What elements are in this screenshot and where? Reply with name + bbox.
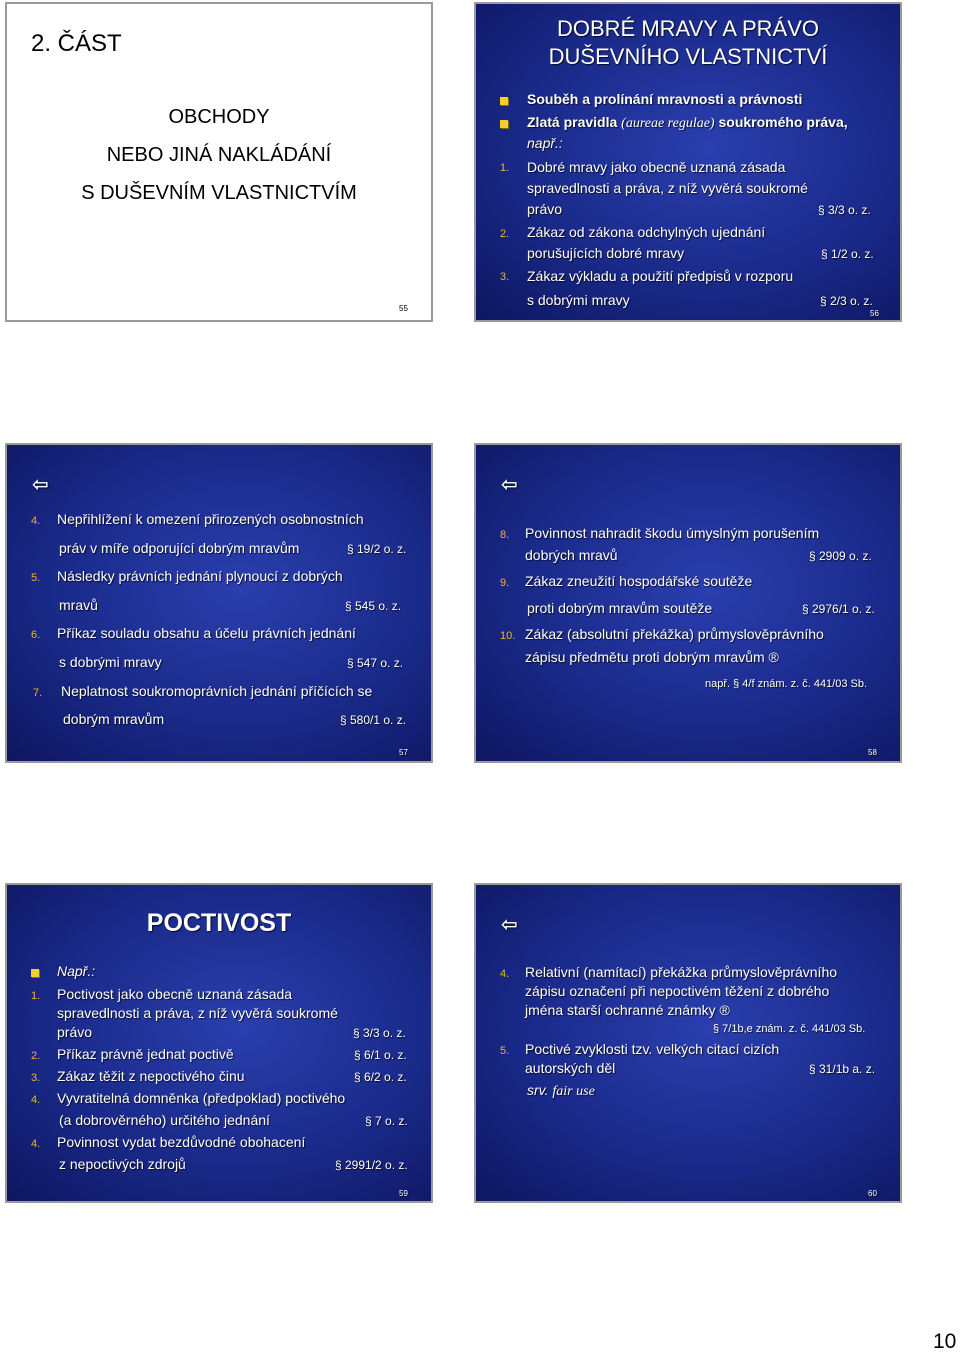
item-number: 7. [33,687,43,699]
item-5-reference: § 31/1b a. z. [809,1062,876,1076]
slide-57 [5,443,433,763]
slide-56 [474,2,902,322]
item-2-line-1: Zákaz od zákona odchylných ujednání [527,224,766,240]
item-5-line-1: Poctivé zvyklosti tzv. velkých citací cizích [525,1041,780,1057]
item-10-line-2: zápisu předmětu proti dobrým mravům ® [525,649,779,665]
slide-60 [474,883,902,1203]
item-4-reference: § 7 o. z. [365,1114,408,1128]
item-4-line-3: jména starší ochranné známky ® [525,1002,730,1018]
slide-number: 55 [399,304,408,313]
slide-58 [474,443,902,763]
page-number: 10 [933,1330,957,1353]
slide-number: 60 [868,1189,877,1198]
item-number: 2. [500,228,510,240]
title-line-1: DOBRÉ MRAVY A PRÁVO [556,16,820,41]
item-2-reference: § 6/1 o. z. [354,1048,407,1062]
item-number: 1. [500,162,510,174]
item-3-reference: § 2/3 o. z. [820,294,873,308]
item-8-line-2: dobrých mravů [525,547,618,563]
item-4-line-2: práv v míře odporující dobrým mravům [59,540,300,556]
item-2: Příkaz právně jednat poctivě [57,1046,234,1062]
item-10-line-1: Zákaz (absolutní překážka) průmyslověprávního [525,626,824,642]
item-4-line-1: Relativní (namítací) překážka průmyslověprávního [525,964,838,980]
slide-number: 56 [870,309,879,318]
item-5-line-2: z nepoctivých zdrojů [59,1156,186,1172]
item-10-reference: např. § 4/f znám. z. č. 441/03 Sb. [705,678,868,690]
item-9-reference: § 2976/1 o. z. [802,602,875,616]
item-number: 8. [500,529,510,541]
item-number: 4. [31,1138,41,1150]
heading-line-2: NEBO JINÁ NAKLÁDÁNÍ [106,144,332,166]
fair-use-text: fair use [552,1084,595,1099]
slide-55 [5,2,433,322]
slide-title: POCTIVOST [146,909,292,937]
item-5-reference: § 2991/2 o. z. [335,1158,408,1172]
item-1-line-2: spravedlnosti a práva, z níž vyvěrá soukromé [527,180,808,196]
arrow-left-icon: ⇦ [501,914,518,936]
item-1-line-1: Dobré mravy jako obecně uznaná zásada [527,159,786,175]
item-4-line-1: Nepřihlížení k omezení přirozených osobnostních [57,511,364,527]
item-3-reference: § 6/2 o. z. [354,1070,407,1084]
bullet-icon [31,969,39,977]
bullet-example: Např.: [57,963,96,979]
item-2-reference: § 1/2 o. z. [821,247,874,261]
slide-number: 58 [868,748,877,757]
item-5-line-2: mravů [59,597,98,613]
arrow-left-icon: ⇦ [32,474,49,496]
item-1-line-3: právo [527,201,563,217]
compare-label: srv. [527,1082,549,1098]
item-number: 3. [31,1072,41,1084]
item-5-reference: § 545 o. z. [345,599,402,613]
compare-note [527,1082,595,1100]
item-6-reference: § 547 o. z. [347,656,404,670]
item-4-reference: § 19/2 o. z. [347,542,407,556]
item-number: 5. [31,572,41,584]
item-4-line-2: zápisu označení při nepoctivém těžení z dobrého [525,983,830,999]
title-line-2: DUŠEVNÍHO VLASTNICTVÍ [548,44,828,69]
bullet-2-c: soukromého práva, [718,114,848,130]
arrow-left-icon: ⇦ [501,474,518,496]
item-8-reference: § 2909 o. z. [809,549,872,563]
item-1-line-3: právo [57,1024,93,1040]
item-number: 6. [31,629,41,641]
slide-59 [5,883,433,1203]
item-5-line-1: Povinnost vydat bezdůvodné obohacení [57,1134,306,1150]
slide-number: 59 [399,1189,408,1198]
item-2-line-2: porušujících dobré mravy [527,245,685,261]
item-number: 3. [500,271,510,283]
item-7-line-1: Neplatnost soukromoprávních jednání příčících se [61,683,373,699]
item-9-line-1: Zákaz zneužití hospodářské soutěže [525,573,753,589]
part-label: 2. ČÁST [31,30,122,57]
item-number: 4. [31,515,41,527]
item-number: 1. [31,990,41,1002]
bullet-2-cont: např.: [527,135,563,151]
item-1-line-1: Poctivost jako obecně uznaná zásada [57,986,293,1002]
bullet-icon [500,120,508,128]
item-8-line-1: Povinnost nahradit škodu úmyslným porušením [525,525,820,541]
item-4-line-1: Vyvratitelná domněnka (předpoklad) poctivého [57,1090,346,1106]
item-1-line-2: spravedlnosti a práva, z níž vyvěrá soukromé [57,1005,338,1021]
item-3-line-1: Zákaz výkladu a použití předpisů v rozporu [527,268,794,284]
item-number: 2. [31,1050,41,1062]
item-3: Zákaz těžit z nepoctivého činu [57,1068,245,1084]
item-7-line-2: dobrým mravům [63,711,165,727]
item-number: 4. [500,968,510,980]
bullet-2-latin: (aureae regulae) [621,116,715,131]
item-7-reference: § 580/1 o. z. [340,713,407,727]
item-number: 9. [500,577,510,589]
bullet-2 [527,114,848,132]
item-6-line-1: Příkaz souladu obsahu a účelu právních jednání [57,625,356,641]
item-3-line-2: s dobrými mravy [527,292,630,308]
slide-number: 57 [399,748,408,757]
item-6-line-2: s dobrými mravy [59,654,162,670]
item-5-line-1: Následky právních jednání plynoucí z dobrých [57,568,343,584]
item-9-line-2: proti dobrým mravům soutěže [527,600,713,616]
item-1-reference: § 3/3 o. z. [818,203,871,217]
heading-line-3: S DUŠEVNÍM VLASTNICTVÍM [81,182,357,204]
item-number: 10. [500,630,516,642]
bullet-icon [500,97,508,105]
bullet-1: Souběh a prolínání mravnosti a právnosti [527,91,803,107]
item-4-reference: § 7/1b,e znám. z. č. 441/03 Sb. [713,1023,866,1035]
item-5-line-2: autorských děl [525,1060,616,1076]
item-number: 5. [500,1045,510,1057]
item-4-line-2: (a dobrověrného) určitého jednání [59,1112,270,1128]
item-1-reference: § 3/3 o. z. [353,1026,406,1040]
item-number: 4. [31,1094,41,1106]
bullet-2-a: Zlatá pravidla [527,114,618,130]
heading-line-1: OBCHODY [168,106,270,128]
